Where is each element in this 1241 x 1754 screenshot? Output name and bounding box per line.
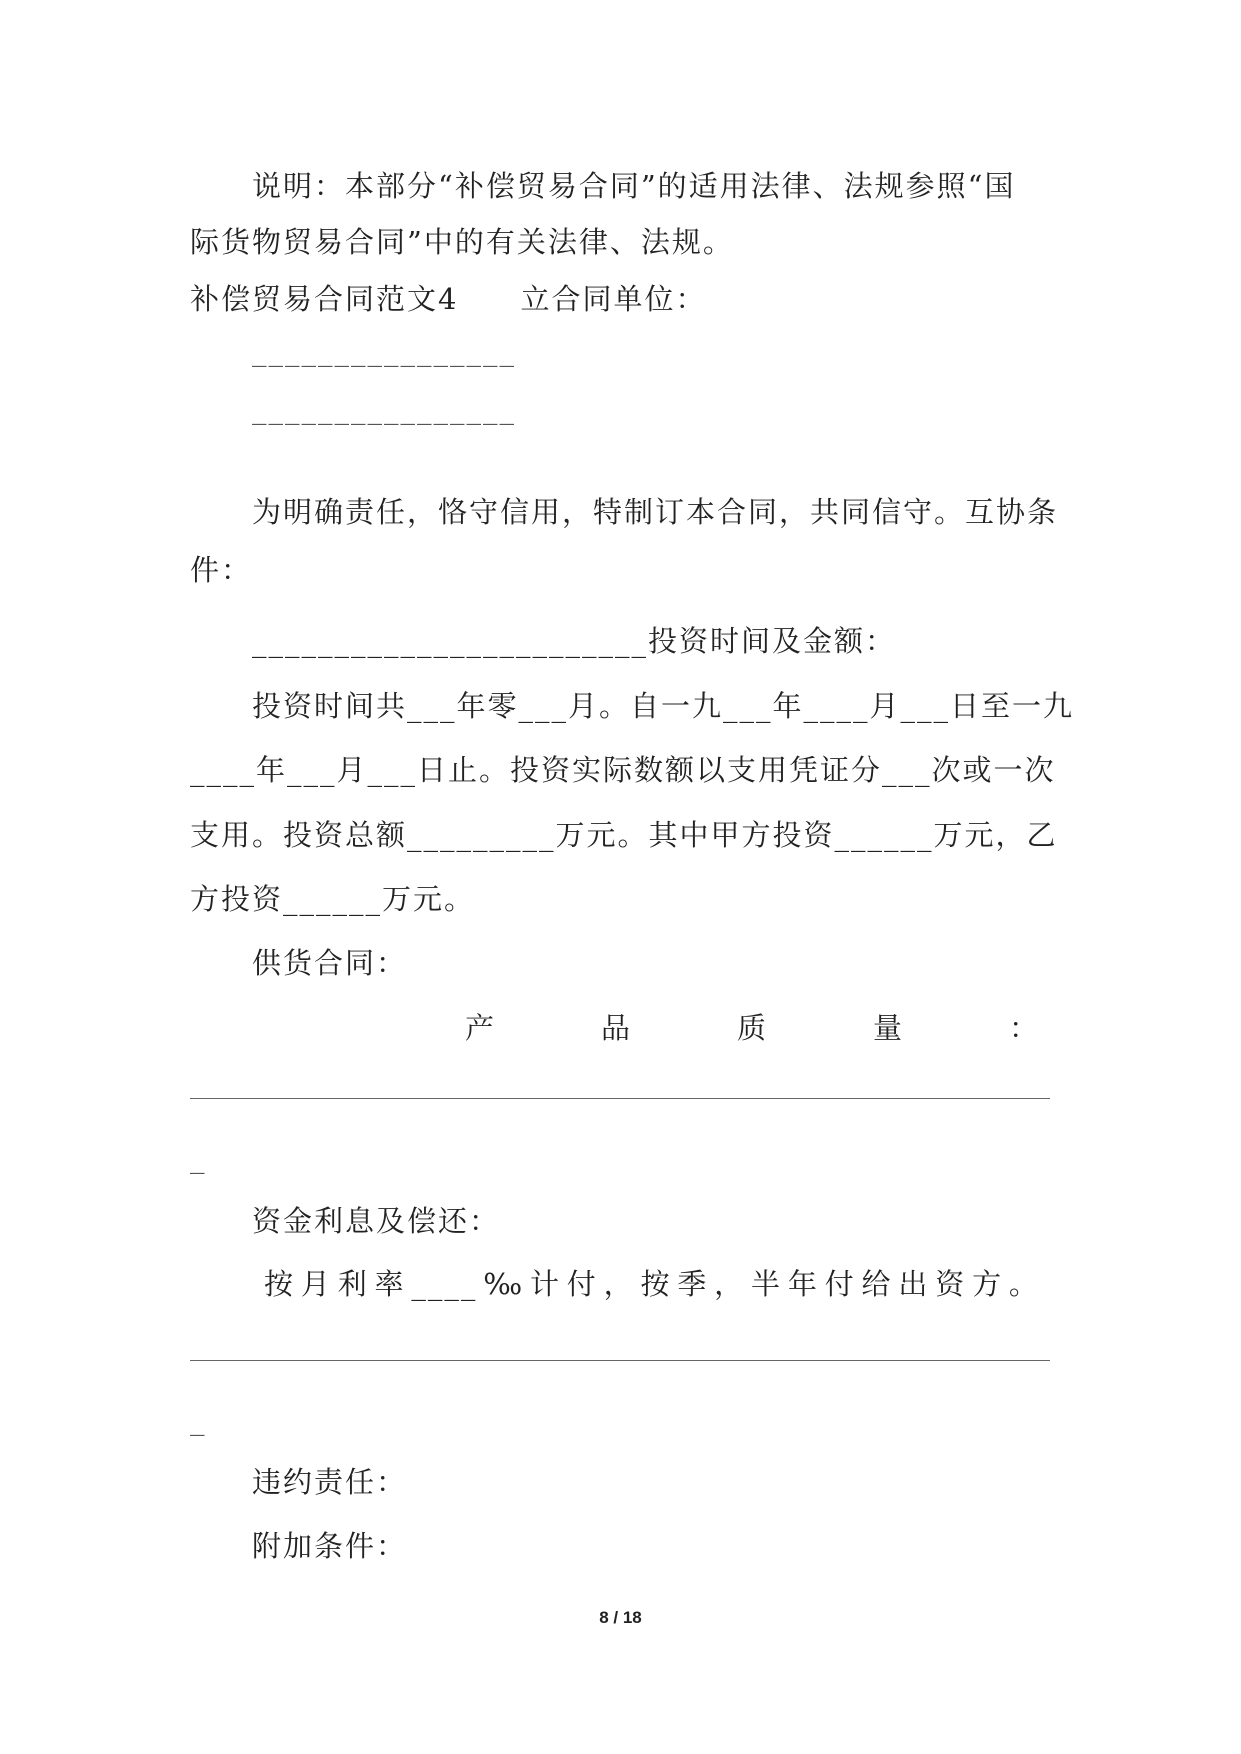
interest-rate-blank: ____ <box>411 1267 478 1301</box>
interest-char: ， <box>714 1267 746 1301</box>
party-blank-2: ________________ <box>252 391 516 425</box>
note-paragraph-line-1: 说明：本部分“补偿贸易合同”的适用法律、法规参照“国 <box>252 169 1016 203</box>
interest-char: 按 <box>264 1267 296 1301</box>
interest-char: 率 <box>374 1267 406 1301</box>
investment-heading: ________________________投资时间及金额： <box>252 624 897 658</box>
interest-char: 计 <box>529 1267 561 1301</box>
interest-char: ‰ <box>483 1267 525 1301</box>
supply-heading: 供货合同： <box>252 946 408 980</box>
interest-fill-tail: _ <box>190 1402 207 1436</box>
intro-paragraph-line-2: 件： <box>190 553 253 587</box>
quality-fill-rule <box>190 1098 1050 1099</box>
interest-char: 方 <box>972 1267 1004 1301</box>
investment-line-4: 方投资______万元。 <box>190 882 476 916</box>
interest-fill-rule <box>190 1360 1050 1361</box>
breach-heading: 违约责任： <box>252 1465 408 1499</box>
investment-line-3: 支用。投资总额_________万元。其中甲方投资______万元，乙 <box>190 818 1058 852</box>
quality-char: 品 <box>600 1011 632 1045</box>
interest-paragraph <box>264 1264 1040 1304</box>
interest-char: 资 <box>935 1267 967 1301</box>
page-number: 8 / 18 <box>599 1608 642 1627</box>
investment-line-2: ____年___月___日止。投资实际数额以支用凭证分___次或一次 <box>190 753 1056 787</box>
interest-char: 月 <box>300 1267 332 1301</box>
interest-char: 。 <box>1008 1267 1040 1301</box>
interest-heading: 资金利息及偿还： <box>252 1204 501 1238</box>
quality-char: 产 <box>465 1011 497 1045</box>
quality-char: 量 <box>872 1011 904 1045</box>
interest-char: 付 <box>566 1267 598 1301</box>
intro-paragraph-line-1: 为明确责任，恪守信用，特制订本合同，共同信守。互协条 <box>252 495 1059 529</box>
section-heading: 补偿贸易合同范文4 立合同单位： <box>190 282 707 316</box>
interest-char: 季 <box>677 1267 709 1301</box>
investment-line-1: 投资时间共___年零___月。自一九___年____月___日至一九 <box>252 689 1075 723</box>
quality-fill-tail: _ <box>190 1140 207 1174</box>
interest-char: 按 <box>640 1267 672 1301</box>
interest-char: 半 <box>751 1267 783 1301</box>
party-blank-1: ________________ <box>252 333 516 367</box>
note-paragraph-line-2: 际货物贸易合同”中的有关法律、法规。 <box>190 225 734 259</box>
interest-char: 出 <box>898 1267 930 1301</box>
additional-heading: 附加条件： <box>252 1529 408 1563</box>
interest-char: 付 <box>824 1267 856 1301</box>
interest-char: 年 <box>787 1267 819 1301</box>
interest-char: ， <box>603 1267 635 1301</box>
interest-char: 利 <box>337 1267 369 1301</box>
quality-char: 质 <box>736 1011 768 1045</box>
interest-char: 给 <box>861 1267 893 1301</box>
quality-heading <box>465 1008 1040 1048</box>
quality-char: ： <box>1008 1011 1040 1045</box>
